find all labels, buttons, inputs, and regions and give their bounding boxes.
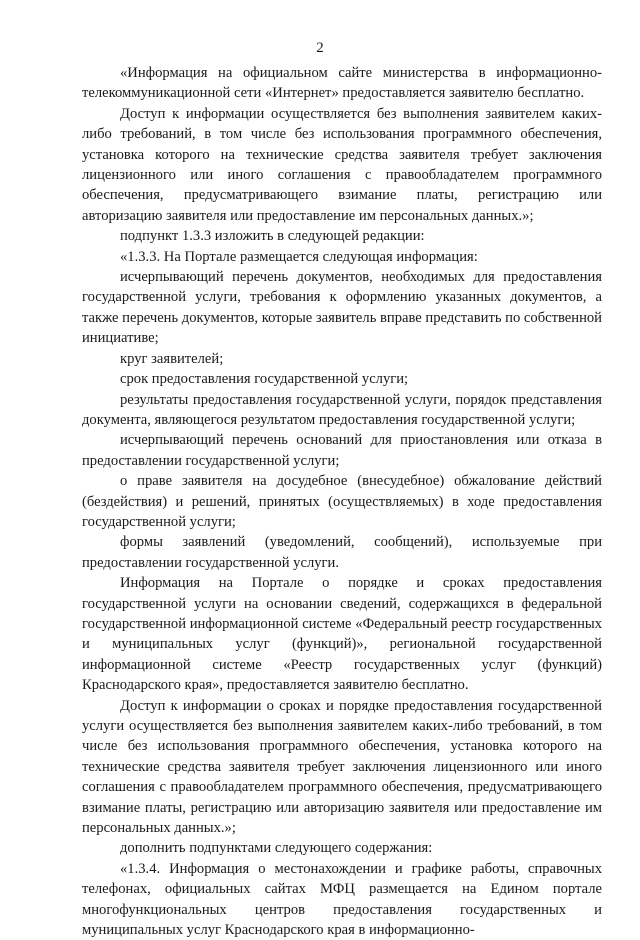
paragraph: срок предоставления государственной услуги; (120, 371, 409, 388)
paragraph: формы заявлений (уведомлений, сообщений), используемые при предоставлении государственной услуги. (82, 534, 602, 571)
page-number: 2 (316, 40, 324, 56)
paragraph: «1.3.4. Информация о местонахождении и графике работы, справочных телефонах, официальных сайтах МФЦ размещается на Едином портале многофункциональных центров предоставления государственных и муниципальных услуг Краснодарского края в информационно- (82, 860, 602, 939)
paragraph: Доступ к информации осуществляется без выполнения заявителем каких-либо требований, в том числе без использования программного обеспечения, установка которого на технические средства заявителя требует заключения лицензионного или иного соглашения с правообладателем программного обеспечения, предусматривающего взимание платы, регистрацию или авторизацию заявителя или предоставление им персональных данных.»; (82, 105, 602, 224)
paragraph: Доступ к информации о сроках и порядке предоставления государственной услуги осуществляется без выполнения заявителем каких-либо требований, в том числе без использования программного обеспечения, установка которого на технические средства заявителя требует заключения лицензионного или иного соглашения с правообладателем программного обеспечения, предусматривающего взимание платы, регистрацию или авторизацию заявителя или предоставление им персональных данных.»; (82, 697, 602, 837)
paragraph: круг заявителей; (120, 350, 224, 367)
paragraph: Информация на Портале о порядке и сроках предоставления государственной услуги на основании сведений, содержащихся в федеральной государственной информационной системе «Федеральный реестр государственных и муниципальных услуг (функций)», региональной государственной информационной системе «Реестр государственных услуг (функций) Краснодарского края», предоставляется заявителю бесплатно. (82, 575, 602, 694)
document-body (82, 63, 602, 940)
paragraph: дополнить подпунктами следующего содержания: (120, 840, 433, 857)
paragraph: исчерпывающий перечень оснований для приостановления или отказа в предоставлении государственной услуги; (82, 432, 602, 469)
paragraph: «Информация на официальном сайте министерства в информационно-телекоммуникационной сети «Интернет» предоставляется заявителю бесплатно. (82, 65, 602, 102)
paragraph: исчерпывающий перечень документов, необходимых для предоставления государственной услуги, требования к оформлению указанных документов, а также перечень документов, которые заявитель вправе представить по собственной инициативе; (82, 269, 602, 347)
paragraph: о праве заявителя на досудебное (внесудебное) обжалование действий (бездействия) и решений, принятых (осуществляемых) в ходе предоставления государственной услуги; (82, 473, 602, 530)
paragraph: «1.3.3. На Портале размещается следующая информация: (120, 248, 478, 265)
paragraph: результаты предоставления государственной услуги, порядок представления документа, являющегося результатом предоставления государственной услуги; (82, 391, 602, 428)
paragraph: подпункт 1.3.3 изложить в следующей редакции: (120, 228, 425, 245)
